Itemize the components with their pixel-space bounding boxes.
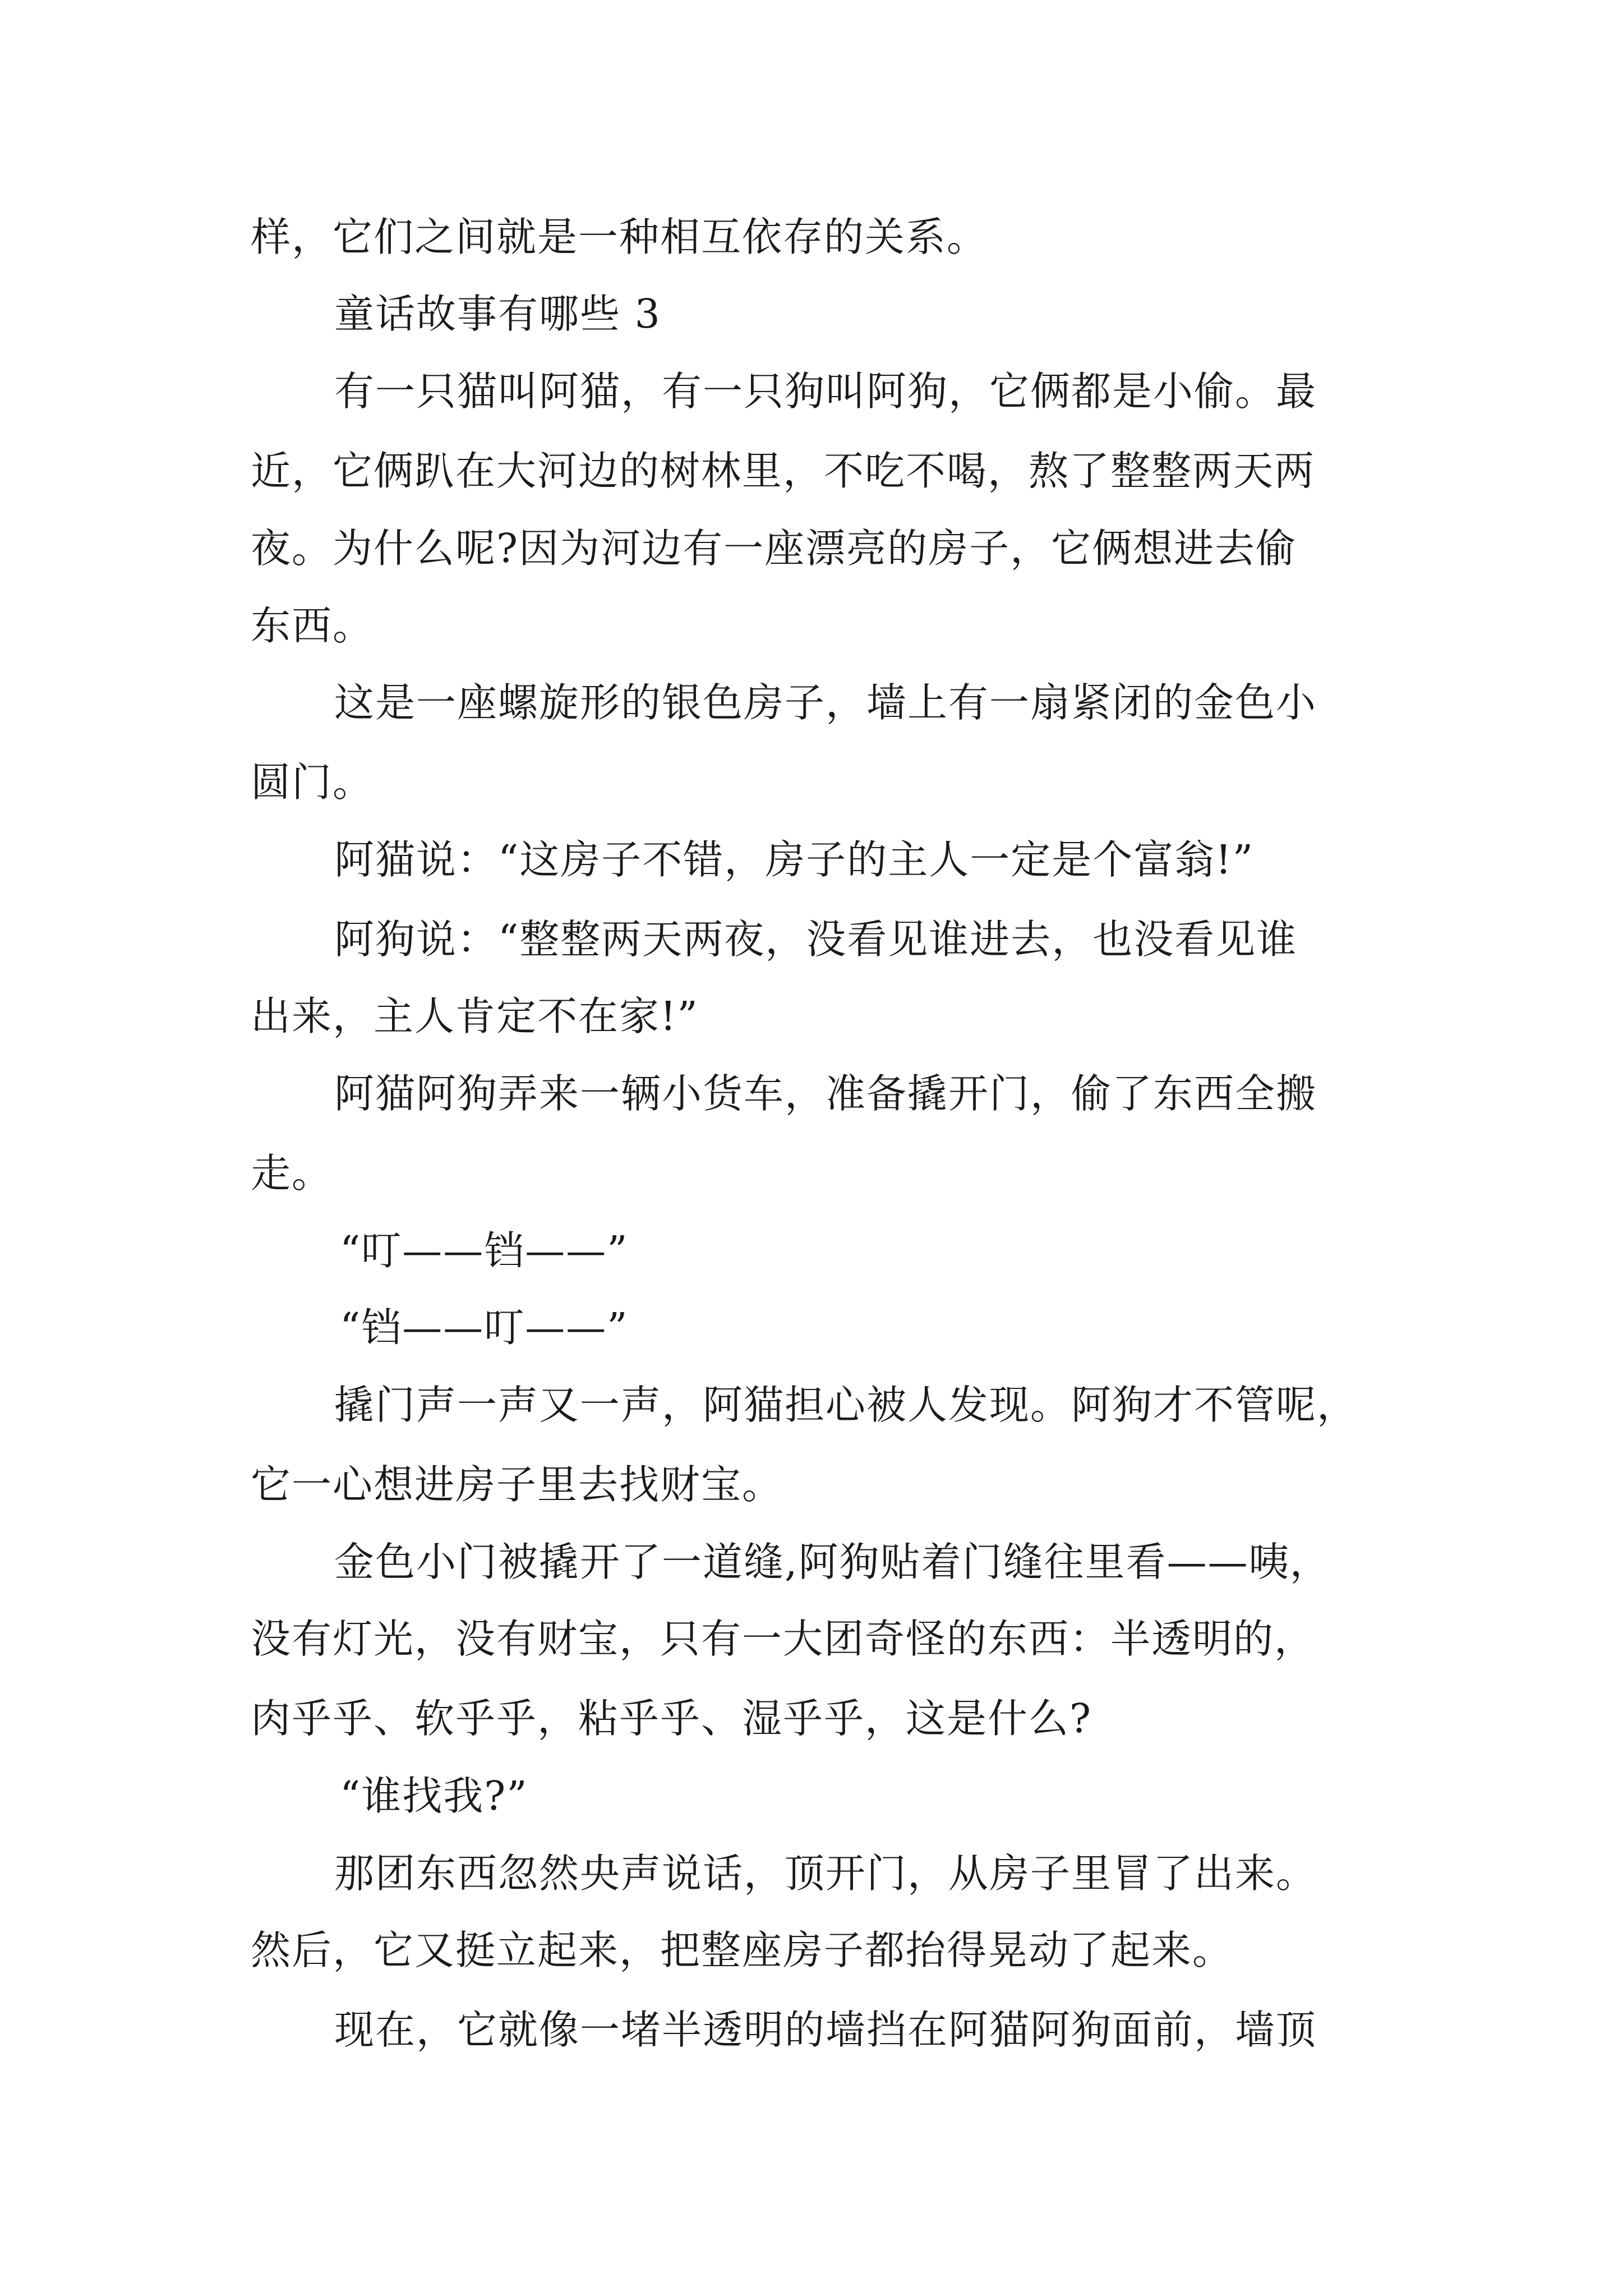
text-line: 夜。为什么呢?因为河边有一座漂亮的房子，它俩想进去偷 bbox=[251, 525, 1297, 572]
text-line: 圆门。 bbox=[251, 759, 374, 806]
text-line: “铛——叮——” bbox=[340, 1304, 629, 1351]
text-line: 肉乎乎、软乎乎，粘乎乎、湿乎乎，这是什么? bbox=[251, 1695, 1092, 1742]
text-line: 这是一座螺旋形的银色房子，墙上有一扇紧闭的金色小 bbox=[334, 679, 1317, 726]
text-line: 没有灯光，没有财宝，只有一大团奇怪的东西：半透明的， bbox=[251, 1616, 1316, 1662]
text-line: 那团东西忽然央声说话，顶开门，从房子里冒了出来。 bbox=[334, 1850, 1317, 1897]
text-line: 它一心想进房子里去找财宝。 bbox=[251, 1461, 783, 1508]
text-line: 阿猫阿狗弄来一辆小货车，准备撬开门，偷了东西全搬 bbox=[334, 1070, 1317, 1117]
text-line: 阿猫说：“这房子不错，房子的主人一定是个富翁!” bbox=[334, 836, 1255, 883]
section-heading: 童话故事有哪些 3 bbox=[334, 291, 661, 337]
text-line: 然后，它又挺立起来，把整座房子都抬得晃动了起来。 bbox=[251, 1927, 1234, 1973]
text-line: 有一只猫叫阿猫，有一只狗叫阿狗，它俩都是小偷。最 bbox=[334, 368, 1317, 415]
text-line: 阿狗说：“整整两天两夜，没看见谁进去，也没看见谁 bbox=[334, 916, 1298, 963]
text-line: 样，它们之间就是一种相互依存的关系。 bbox=[251, 214, 988, 260]
text-line: 现在，它就像一堵半透明的墙挡在阿猫阿狗面前，墙顶 bbox=[334, 2007, 1317, 2053]
text-line: “谁找我?” bbox=[340, 1773, 528, 1819]
text-line: 走。 bbox=[251, 1150, 333, 1197]
text-line: “叮——铛——” bbox=[340, 1227, 629, 1274]
text-line: 近，它俩趴在大河边的树林里，不吃不喝，熬了整整两天两 bbox=[251, 448, 1316, 494]
text-line: 东西。 bbox=[251, 602, 374, 649]
text-line: 金色小门被撬开了一道缝,阿狗贴着门缝往里看——咦， bbox=[334, 1539, 1331, 1585]
text-line: 撬门声一声又一声，阿猫担心被人发现。阿狗才不管呢， bbox=[334, 1382, 1358, 1428]
text-line: 出来，主人肯定不在家!” bbox=[251, 993, 699, 1039]
